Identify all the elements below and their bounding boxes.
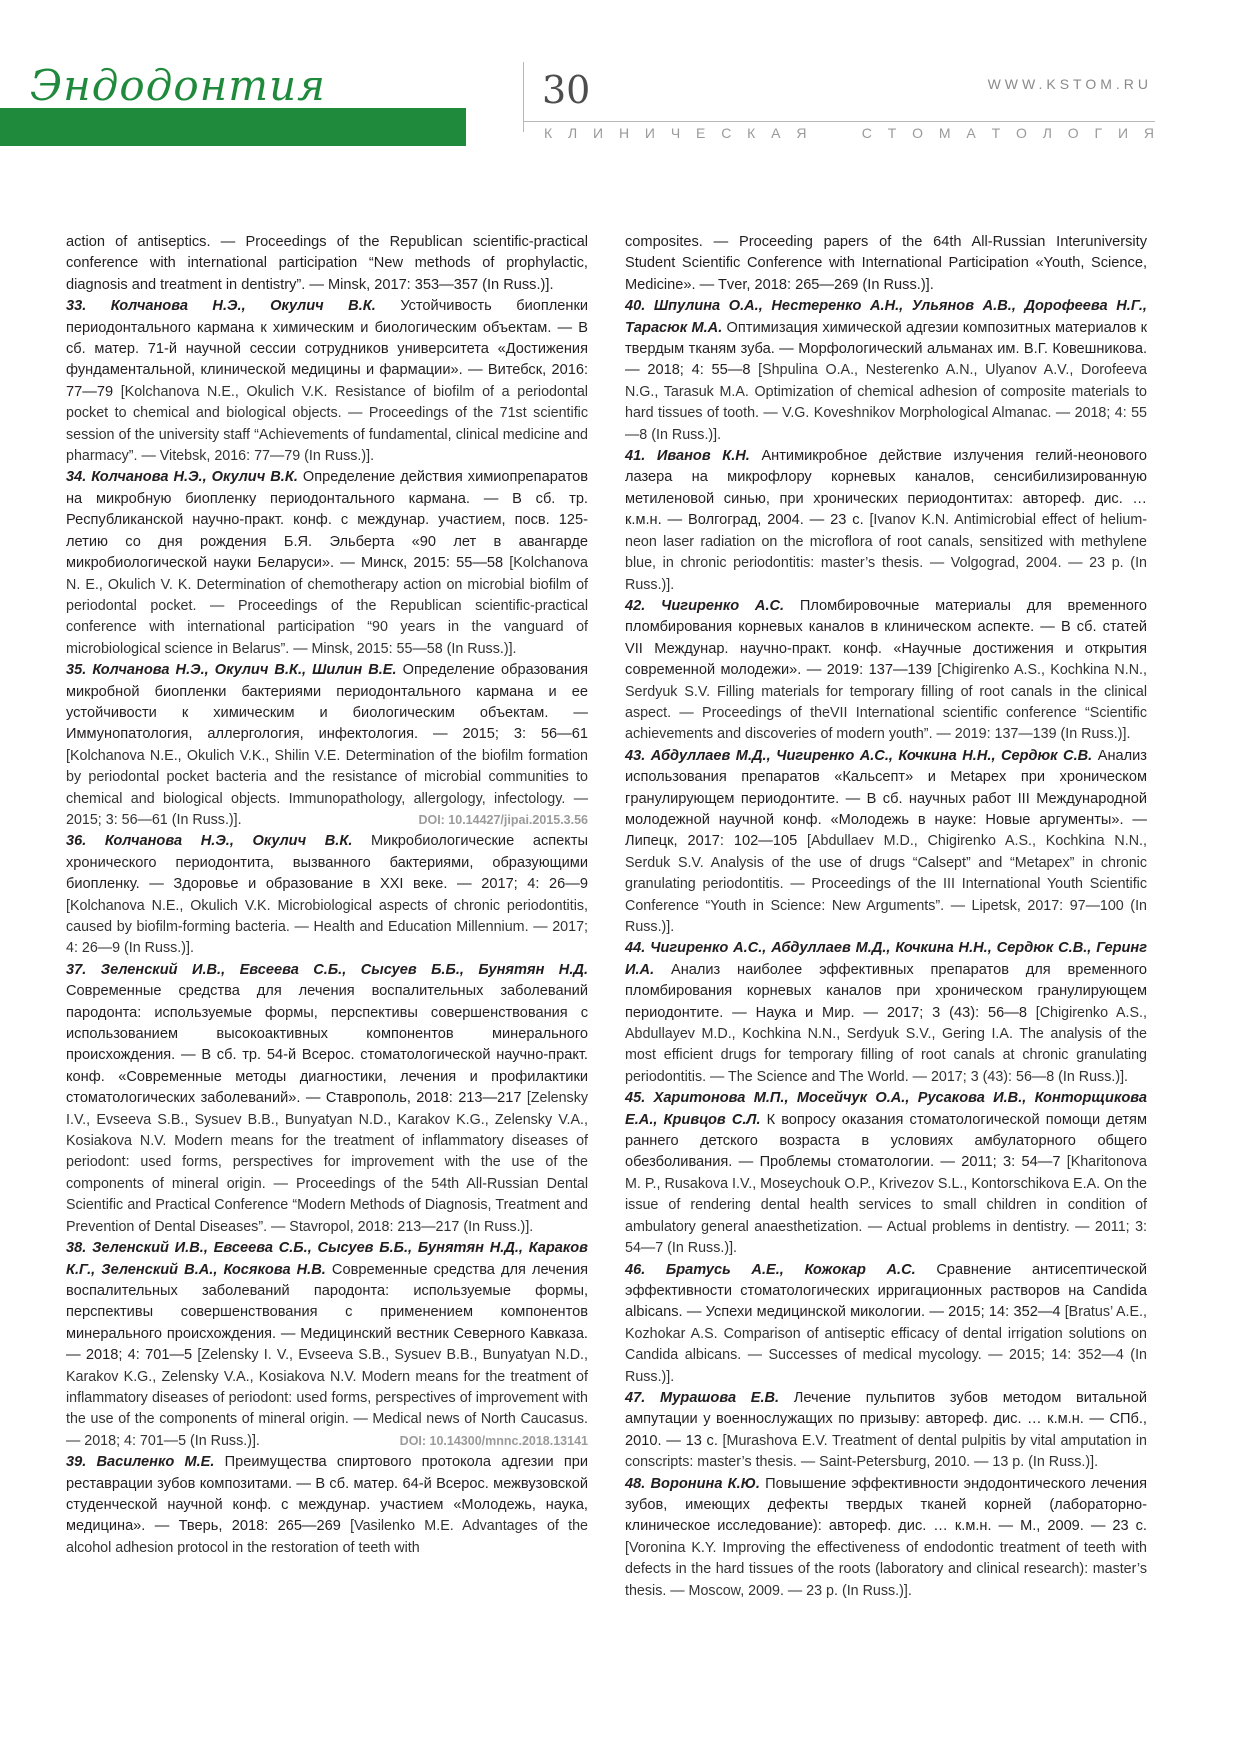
reference-entry (625, 232, 1147, 296)
journal-title-letter: А (771, 125, 781, 141)
journal-title-letter: С (721, 125, 732, 141)
journal-title-letter: О (1067, 125, 1079, 141)
reference-authors: 38. Зеленский И.В., Евсеева С.Б., Сысуев Б.Б., Бунятян Н.Д., Караков К.Г., Зеленский В.А., Косякова Н.В. (66, 1240, 588, 1278)
reference-authors: 34. Колчанова Н.Э., Окулич В.К. (66, 469, 298, 486)
journal-title-letter: Т (991, 125, 1001, 141)
reference-text: Микробиологические аспекты хронического периодонтита, вызванного бактериями, образующими биопленку. — Здоровье и образование в XXI веке. — 2017; 4: 26—9 (66, 833, 588, 893)
reference-text: Оптимизация химической адгезии композитных материалов к твердым тканям зуба. — Морфологический альманах им. В.Г. Ковешникова. — 2018; 4: 55—8 (625, 319, 1147, 379)
reference-entry (625, 1260, 1147, 1388)
reference-english: [Kharitonova M. P., Rusakova I.V., Moseychouk O.P., Krivezov S.L., Kontorschikova E.A. On the issue of rendering dental health services to small children in condition of ambulatory general anaesthetization. — Actual problems in dentistry. — 2011; 3: 54—7 (In Russ.)]. (625, 1154, 1147, 1257)
reference-english: [Shpulina O.A., Nesterenko A.N., Ulyanov A.V., Dorofeeva N.G., Tarasuk M.A. Optimization of chemical adhesion of composite materials to hard tissues of tooth. — V.G. Koveshnikov Morphological Almanac. — 2018; 4: 55—8 (In Russ.)]. (625, 362, 1147, 443)
website-link[interactable]: WWW.KSTOM.RU (987, 76, 1152, 92)
journal-title-letter: А (966, 125, 976, 141)
reference-text: Лечение пульпитов зубов методом витальной ампутации у военнослужащих по призыву: автореф. дис. … к.м.н. — СПб., 2010. — 13 с. (625, 1389, 1148, 1449)
reference-english: [Murashova E.V. Treatment of dental pulpitis by vital amputation in conscripts: master’s thesis. — Saint-Petersburg, 2010. — 13 p. (In Russ.)]. (625, 1432, 1147, 1471)
reference-english: [Kolchanova N. E., Okulich V. K. Determination of chemotherapy action on microbial biofilm of periodontal pocket. — Proceedings of the Republican scientific-practical conference with international participation “90 years in the vanguard of microbiological science in Belarus”. — Minsk, 2015: 55—58 (In Russ.)]. (66, 555, 588, 657)
reference-authors: 45. Харитонова М.П., Мосейчук О.А., Русакова И.В., Конторщикова Е.А., Кривцов С.Л. (625, 1090, 1147, 1128)
reference-entry (625, 1088, 1147, 1259)
reference-text: Повышение эффективности эндодонтического лечения зубов, имеющих дефекты твердых тканей корней (лабораторно-клиническое исследование): автореф. дис. … к.м.н. — М., 2009. — 23 с. (625, 1475, 1147, 1535)
reference-authors: 40. Шпулина О.А., Нестеренко А.Н., Ульянов А.В., Дорофеева Н.Г., Тарасюк М.А. (625, 298, 1147, 336)
reference-entry (625, 746, 1147, 939)
journal-title-letter: К (747, 125, 756, 141)
journal-title-letter: Я (1143, 125, 1154, 141)
journal-title-letter: Л (1042, 125, 1052, 141)
reference-entry (625, 296, 1147, 446)
reference-authors: 46. Братусь А.Е., Кожокар А.С. (625, 1261, 916, 1278)
reference-entry (625, 1388, 1147, 1474)
journal-title-letter: Л (568, 125, 578, 141)
reference-english: [Chigirenko A.S., Abdullayev M.D., Kochkina N.N., Serdyuk S.V., Gering I.A. The analysis of the most efficient drugs for temporary filling of root canals at chronic granulating periodontitis. — The Science and The World. — 2017; 3 (43): 56—8 (In Russ.)]. (625, 1004, 1147, 1085)
reference-english: [Vasilenko M.E. Advantages of the alcohol adhesion protocol in the restoration of teeth with (66, 1518, 588, 1556)
reference-authors: 39. Василенко М.Е. (66, 1454, 215, 1471)
reference-text: Анализ наиболее эффективных препаратов для временного пломбирования корневых каналов при хроническом гранулирующем периодонтите. — Наука и Мир. — 2017; 3 (43): 56—8 (625, 961, 1147, 1021)
reference-entry (66, 296, 588, 467)
journal-title (544, 125, 1154, 141)
header-horizontal-rule (523, 121, 1155, 122)
journal-title-letter: О (1016, 125, 1027, 141)
reference-entry (66, 1238, 588, 1452)
reference-authors: 41. Иванов К.Н. (625, 448, 750, 465)
reference-text: composites. — Proceeding papers of the 64th All-Russian Interuniversity Student Scientific Conference with International Participation «Youth, Science, Medicine». — Tver, 2018: 265—269 (In Russ.)]. (625, 234, 1147, 293)
page-header (0, 0, 1240, 160)
journal-title-letter: Е (696, 125, 706, 141)
journal-title-letter: К (544, 125, 553, 141)
journal-title-letter: Т (887, 125, 897, 141)
journal-title-letter: Я (796, 125, 807, 141)
reference-text: Определение образования микробной биопленки бактериями периодонтального кармана и ее устойчивости к химическим и биологическим объектам. — Иммунопатология, аллергология, инфектология. — 2015; 3: 56—61 (66, 662, 588, 743)
reference-english: [Zelensky I. V., Evseeva S.B., Sysuev B.B., Bunyatyan N.D., Karakov K.G., Zelensky V.A., Kosiakova N.V. Modern means for the treatment of inflammatory diseases of periodont: used forms, perspectives of improvement with the use of the components of mineral origin. — Medical news of North Caucasus. — 2018; 4: 701—5 (In Russ.)]. (66, 1347, 588, 1449)
reference-column-right (625, 232, 1147, 1602)
journal-title-letter: С (861, 125, 872, 141)
journal-title-letter: Г (1094, 125, 1103, 141)
reference-entry (625, 446, 1147, 596)
journal-title-letter (822, 125, 826, 141)
reference-text: Антимикробное действие излучения гелий-неонового лазера на микрофлору корневых каналов, сенсибилизированную метиленовой синью, при хронических периодонтитах: автореф. дис. … к.м.н. — Волгоград, 2004. — 23 с. (625, 448, 1147, 529)
page-number: 30 (542, 68, 591, 112)
reference-english: [Chigirenko A.S., Kochkina N.N., Serdyuk S.V. Filling materials for temporary filling of root canals in the clinical aspect. — Proceedings of theVII International scientific conference “Scientific achievements and discoveries of modern youth”. — 2019: 137—139 (In Russ.)]. (625, 662, 1147, 743)
journal-title-letter: Н (618, 125, 630, 141)
reference-entry (66, 960, 588, 1238)
reference-authors: 48. Воронина К.Ю. (625, 1475, 760, 1492)
reference-english: [Kolchanova N.E., Okulich V.K., Shilin V.E. Determination of the biofilm formation by periodontal pocket bacteria and the resistance of microbial communities to chemical and biological objects. Immunopathology, allergology, infectology. — 2015; 3: 56—61 (In Russ.)]. (66, 747, 588, 828)
reference-entry (625, 1474, 1147, 1602)
reference-english: [Kolchanova N.E., Okulich V.K. Microbiological aspects of chronic periodontitis, caused by biofilm-forming bacteria. — Health and Education Millennium. — 2017; 4: 26—9 (In Russ.)]. (66, 897, 588, 957)
reference-text: К вопросу оказания стоматологической помощи детям раннего детского возраста в условиях амбулаторного общего обезболивания. — Проблемы стоматологии. — 2011; 3: 54—7 (625, 1111, 1147, 1171)
reference-authors: 43. Абдуллаев М.Д., Чигиренко А.С., Кочкина Н.Н., Сердюк С.В. (625, 747, 1093, 764)
reference-english: [Bratus’ A.E., Kozhokar A.S. Comparison of antiseptic efficacy of dental irrigation solutions on Candida albicans. — Successes of medical mycology. — 2015; 14: 352—4 (In Russ.)]. (625, 1304, 1147, 1385)
reference-text: Устойчивость биопленки периодонтального кармана к химическим и биологическим объектам. — В сб. матер. 71-й научной сессии сотрудников университета «Достижения фундаментальной, клинической медицины и фармации». — Витебск, 2016: 77—79 (66, 298, 589, 400)
reference-english: [Voronina K.Y. Improving the effectiveness of endodontic treatment of teeth with defects in the hard tissues of the roots (laboratory and clinical research): master’s thesis. — Moscow, 2009. — 23 p. (In Russ.)]. (625, 1539, 1147, 1599)
reference-text: Преимущества спиртового протокола адгезии при реставрации зубов композитами. — В сб. матер. 64-й Всерос. межвузовской студенческой научной конф. с междунар. участием «Молодежь, наука, медицина». — Тверь, 2018: 265—269 (66, 1454, 588, 1535)
reference-text: action of antiseptics. — Proceedings of the Republican scientific-practical conference with international participation “New methods of prophylactic, diagnosis and treatment in dentistry”. — Minsk, 2017: 353—357 (In Russ.)]. (66, 234, 588, 293)
reference-text: Анализ использования препаратов «Кальсепт» и Metapex при хроническом гранулирующем периодонтите. — В сб. научных работ III Международной молодежной научной конф. «Молодежь в науке: Новые аргументы». — Липецк, 2017: 102—105 (625, 747, 1147, 850)
reference-text: Пломбировочные материалы для временного пломбирования корневых каналов в клиническом аспекте. — В сб. статей VII Междунар. научно-практ. конф. «Научные достижения и открытия современной молодежи». — 2019: 137—139 (625, 597, 1147, 679)
reference-entry (66, 831, 588, 959)
reference-column-left (66, 232, 588, 1559)
journal-title-letter: Ч (670, 125, 681, 141)
reference-doi-link[interactable]: DOI: 10.14427/jipai.2015.3.56 (418, 812, 588, 827)
journal-title-letter: И (644, 125, 655, 141)
reference-entry (66, 1452, 588, 1559)
reference-text: Современные средства для лечения воспалительных заболеваний пародонта: используемые формы, перспективы совершенствования с применением компонентов минерального происхождения. — Медицинский вестник Северного Кавказа. — 2018; 4: 701—5 (66, 1261, 588, 1364)
journal-title-letter: И (593, 125, 604, 141)
reference-text: Сравнение антисептической эффективности стоматологических ирригационных растворов на Candida albicans. — Успехи медицинской микологии. — 2015; 14: 352—4 (625, 1261, 1147, 1321)
reference-authors: 37. Зеленский И.В., Евсеева С.Б., Сысуев Б.Б., Бунятян Н.Д. (66, 961, 588, 978)
reference-english: [Ivanov K.N. Antimicrobial effect of helium-neon laser radiation on the microflora of root canals, sensitized with methylene blue, in chronic periodontitis: master’s thesis. — Volgograd, 2004. — 23 p. (In Russ.)]. (625, 512, 1147, 593)
journal-title-letter: М (938, 125, 951, 141)
section-logo: Эндодонтия (30, 61, 326, 110)
reference-authors: 35. Колчанова Н.Э., Окулич В.К., Шилин В.Е. (66, 662, 397, 679)
reference-entry (625, 596, 1147, 746)
reference-text: Определение действия химиопрепаратов на микробную биопленку периодонтального кармана. — В сб. тр. Республиканской научно-практ. конф. с междунар. участием, посв. 125-летию со дня рождения Б.Я. Эльберта «90 лет в авангарде микробиологической науки Беларуси». — Минск, 2015: 55—58 (66, 469, 588, 572)
journal-title-letter: О (912, 125, 924, 141)
reference-authors: 36. Колчанова Н.Э., Окулич В.К. (66, 833, 353, 850)
reference-authors: 47. Мурашова Е.В. (625, 1389, 780, 1406)
reference-entry (66, 660, 588, 831)
journal-title-letter (842, 125, 846, 141)
reference-text: Современные средства для лечения воспалительных заболеваний пародонта: используемые формы, перспективы совершенствования с использованием высокоактивных компонентов минерального происхождения. — В сб. тр. 54-й Всерос. стоматологической научно-практ. конф. «Современные методы диагностики, лечения и профилактики стоматологических заболеваний». — Ставрополь, 2018: 213—217 (66, 983, 588, 1107)
reference-english: [Abdullaev M.D., Chigirenko A.S., Kochkina N.N., Serduk S.V. Analysis of the use of drugs “Calsept” and “Metapex” in chronic granulating periodontitis. — Proceedings of the III International Youth Scientific Conference “Youth in Science: New Arguments”. — Lipetsk, 2017: 97—100 (In Russ.)]. (625, 833, 1148, 935)
journal-title-letter: И (1117, 125, 1128, 141)
reference-authors: 42. Чигиренко А.С. (625, 597, 785, 614)
reference-entry (625, 938, 1147, 1088)
reference-doi-link[interactable]: DOI: 10.14300/mnnc.2018.13141 (399, 1433, 588, 1448)
reference-english: [Kolchanova N.E., Okulich V.K. Resistance of biofilm of a periodontal pocket to chemical and biological objects. — Proceedings of the 71st scientific session of the university staff “Achievements of fundamental, clinical medicine and pharmacy”. — Vitebsk, 2016: 77—79 (In Russ.)]. (66, 383, 588, 465)
reference-english: [Zelensky I.V., Evseeva S.B., Sysuev B.B., Bunyatyan N.D., Karakov K.G., Zelensky V.A., Kosiakova N.V. Modern means for the treatment of inflammatory diseases of periodont: used forms, perspectives for improvement with the use of the components of mineral origin. — Proceedings of the 54th All-Russian Dental Scientific and Practical Conference “Modern Methods of Diagnosis, Treatment and Prevention of Dental Diseases”. — Stavropol, 2018: 213—217 (In Russ.)]. (66, 1090, 589, 1235)
reference-entry (66, 467, 588, 660)
reference-authors: 44. Чигиренко А.С., Абдуллаев М.Д., Кочкина Н.Н., Сердюк С.В., Геринг И.А. (625, 940, 1147, 978)
reference-authors: 33. Колчанова Н.Э., Окулич В.К. (66, 298, 376, 315)
reference-entry (66, 232, 588, 296)
